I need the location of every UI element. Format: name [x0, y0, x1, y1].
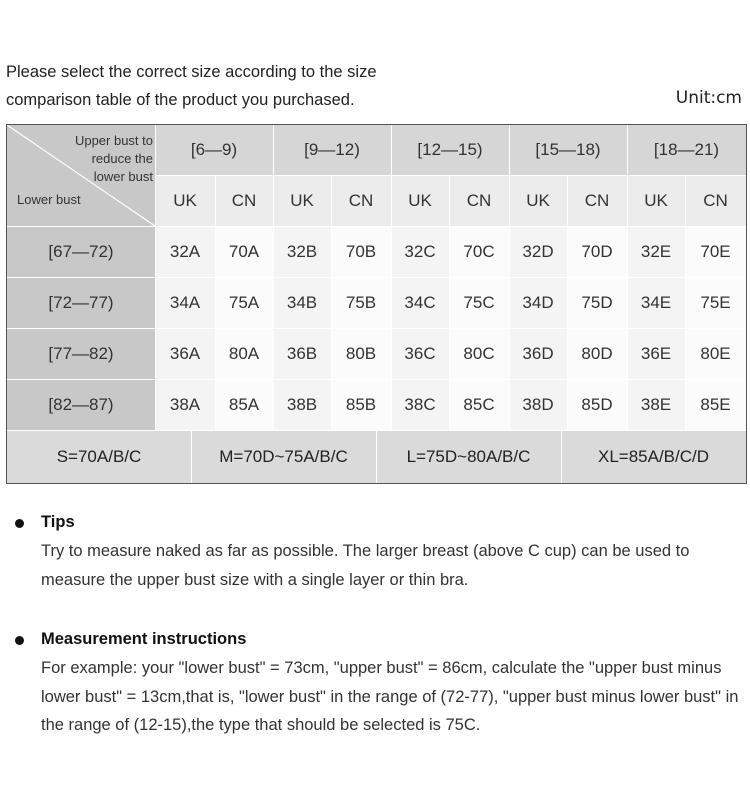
- size-cell: 34B: [273, 277, 331, 328]
- size-cell: 85D: [567, 379, 627, 430]
- corner-header: [7, 125, 155, 226]
- size-cell: 70B: [331, 226, 391, 277]
- uk-header: UK: [509, 175, 567, 226]
- size-table: [6, 124, 747, 484]
- size-cell: 85C: [449, 379, 509, 430]
- size-cell: 85B: [331, 379, 391, 430]
- bullet-instructions: [15, 636, 24, 645]
- size-cell: 36D: [509, 328, 567, 379]
- corner-lower-label: Lower bust: [17, 192, 81, 207]
- corner-upper-line-1: Upper bust to: [74, 133, 153, 148]
- lower-bust-range: [72—77): [7, 277, 155, 328]
- uk-header: UK: [273, 175, 331, 226]
- size-cell: 38E: [627, 379, 685, 430]
- unit-label: Unit:cm: [675, 88, 742, 108]
- size-cell: 38B: [273, 379, 331, 430]
- size-cell: 70A: [215, 226, 273, 277]
- corner-upper-label: [33, 132, 153, 186]
- size-cell: 38C: [391, 379, 449, 430]
- grid-line: [685, 175, 686, 430]
- grid-line: [155, 175, 746, 176]
- size-cell: 36A: [155, 328, 215, 379]
- size-cell: 32A: [155, 226, 215, 277]
- size-cell: 75B: [331, 277, 391, 328]
- size-group: S=70A/B/C: [7, 430, 191, 483]
- size-cell: 36E: [627, 328, 685, 379]
- size-cell: 70C: [449, 226, 509, 277]
- range-header: [15—18): [509, 125, 627, 175]
- size-cell: 34D: [509, 277, 567, 328]
- cn-header: CN: [685, 175, 746, 226]
- grid-line: [7, 226, 746, 227]
- corner-upper-line-3: lower bust: [93, 169, 153, 184]
- cn-header: CN: [449, 175, 509, 226]
- size-cell: 80E: [685, 328, 746, 379]
- size-cell: 32C: [391, 226, 449, 277]
- grid-line: [7, 328, 746, 329]
- grid-line: [7, 379, 746, 380]
- instructions-title: Measurement instructions: [41, 630, 247, 648]
- size-cell: 36C: [391, 328, 449, 379]
- grid-line: [215, 175, 216, 430]
- bullet-tips: [15, 519, 24, 528]
- grid-line: [191, 430, 192, 483]
- size-cell: 75E: [685, 277, 746, 328]
- uk-header: UK: [627, 175, 685, 226]
- size-cell: 75C: [449, 277, 509, 328]
- corner-upper-line-2: reduce the: [91, 151, 153, 166]
- size-cell: 85E: [685, 379, 746, 430]
- intro-line-2: comparison table of the product you purchased.: [6, 91, 355, 109]
- range-header: [18—21): [627, 125, 746, 175]
- size-cell: 80D: [567, 328, 627, 379]
- range-header: [9—12): [273, 125, 391, 175]
- uk-header: UK: [155, 175, 215, 226]
- grid-line: [449, 175, 450, 430]
- size-cell: 80C: [449, 328, 509, 379]
- uk-header: UK: [391, 175, 449, 226]
- grid-line: [376, 430, 377, 483]
- grid-line: [7, 277, 746, 278]
- intro-line-1: Please select the correct size according to the size: [6, 63, 377, 81]
- size-cell: 32D: [509, 226, 567, 277]
- size-cell: 70D: [567, 226, 627, 277]
- size-cell: 38D: [509, 379, 567, 430]
- size-cell: 75D: [567, 277, 627, 328]
- size-cell: 34C: [391, 277, 449, 328]
- intro-text: [6, 58, 466, 114]
- tips-title: Tips: [41, 513, 75, 531]
- size-cell: 80A: [215, 328, 273, 379]
- cn-header: CN: [331, 175, 391, 226]
- size-cell: 34A: [155, 277, 215, 328]
- size-group: XL=85A/B/C/D: [561, 430, 746, 483]
- size-cell: 80B: [331, 328, 391, 379]
- grid-line: [567, 175, 568, 430]
- lower-bust-range: [77—82): [7, 328, 155, 379]
- lower-bust-range: [82—87): [7, 379, 155, 430]
- size-group: L=75D~80A/B/C: [376, 430, 561, 483]
- size-cell: 32E: [627, 226, 685, 277]
- size-cell: 32B: [273, 226, 331, 277]
- size-cell: 75A: [215, 277, 273, 328]
- cn-header: CN: [215, 175, 273, 226]
- size-cell: 36B: [273, 328, 331, 379]
- grid-line: [561, 430, 562, 483]
- size-cell: 34E: [627, 277, 685, 328]
- size-cell: 85A: [215, 379, 273, 430]
- instructions-body: For example: your "lower bust" = 73cm, "upper bust" = 86cm, calculate the "upper bust minus lower bust" = 13cm,that is, "lower bust" in the range of (72-77), "upper bust minus lower bust" in the range of (12-15),the type that should be selected is 75C.: [41, 659, 739, 734]
- grid-line: [331, 175, 332, 430]
- size-cell: 38A: [155, 379, 215, 430]
- range-header: [6—9): [155, 125, 273, 175]
- size-group: M=70D~75A/B/C: [191, 430, 376, 483]
- cn-header: CN: [567, 175, 627, 226]
- range-header: [12—15): [391, 125, 509, 175]
- size-cell: 70E: [685, 226, 746, 277]
- lower-bust-range: [67—72): [7, 226, 155, 277]
- tips-body: Try to measure naked as far as possible. The larger breast (above C cup) can be used to measure the upper bust size with a single layer or thin bra.: [41, 542, 690, 589]
